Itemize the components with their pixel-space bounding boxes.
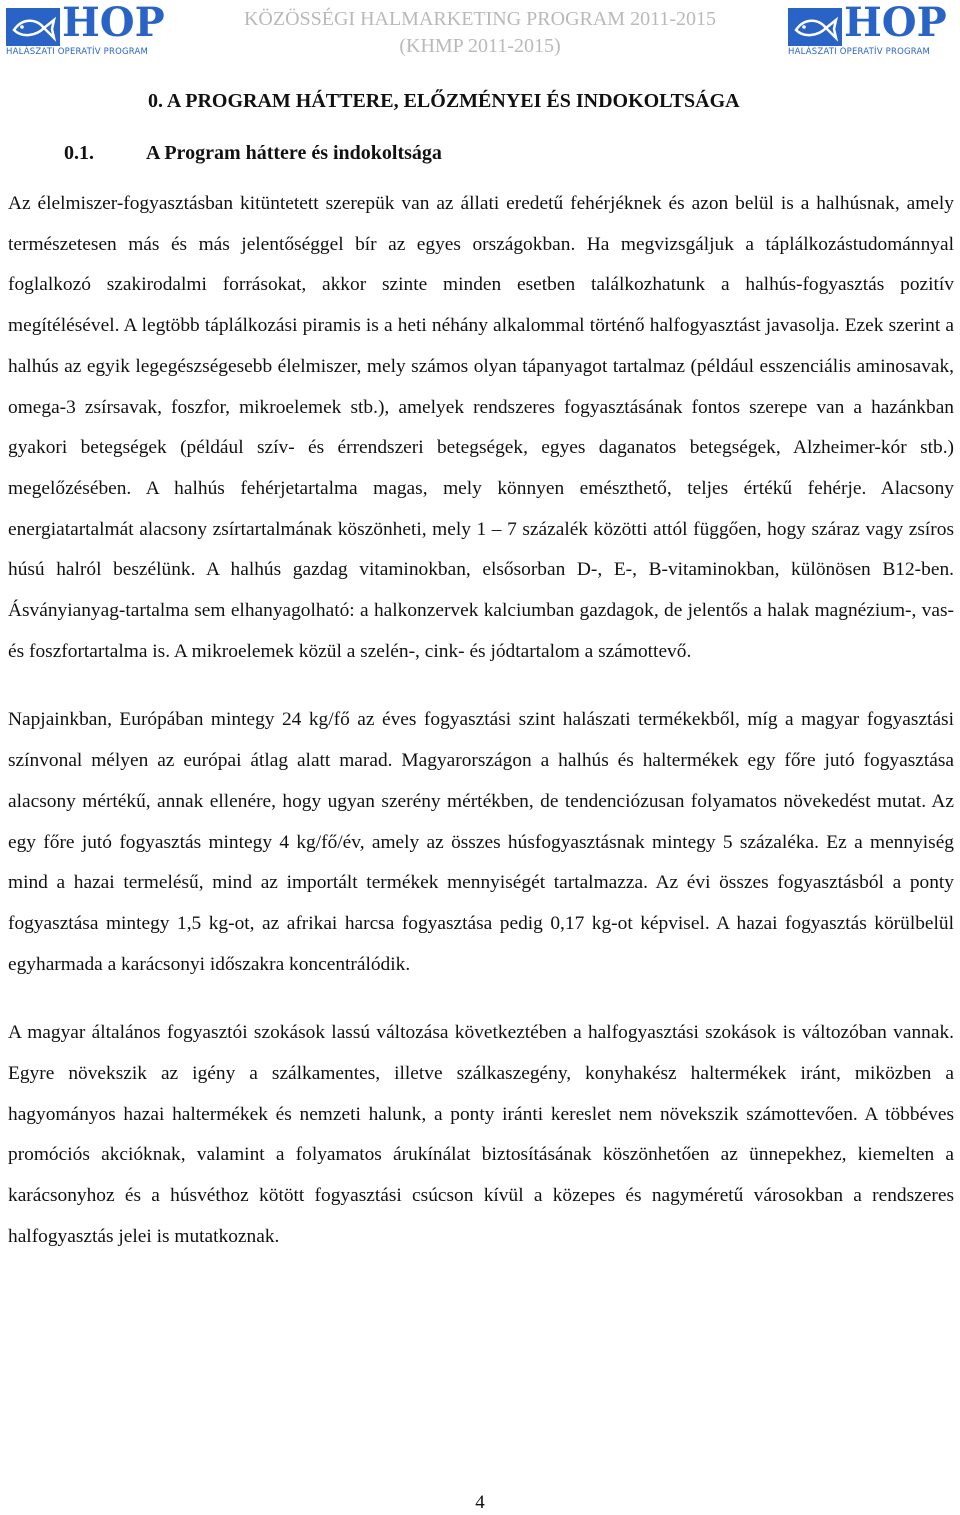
logo-subtitle: HALÁSZATI OPERATÍV PROGRAM — [788, 47, 931, 57]
paragraph: A magyar általános fogyasztói szokások lassú változása következtében a halfogyasztási szokások is változóban vannak. Egyre növekszik az igény a szálkamentes, illetve szálkaszegény, konyhakész haltermékek iránt, miközben a hagyományos hazai haltermékek és nemzeti halunk, a ponty iránti kereslet nem növekszik számottevően. A többéves promóciós akcióknak, valamint a folyamatos árukínálat biztosításának köszönhetően az ünnepekhez, kiemelten a karácsonyhoz és a húsvéthoz kötött fogyasztási csúcson kívül a közepes és nagyméretű városokban a rendszeres halfogyasztás jelei is mutatkoznak. — [8, 1022, 954, 1247]
body-text — [8, 184, 954, 1286]
subsection-number: 0.1. — [64, 142, 94, 164]
header-title-line-1: KÖZÖSSÉGI HALMARKETING PROGRAM 2011-2015 — [243, 8, 717, 30]
section-heading: 0. A PROGRAM HÁTTERE, ELŐZMÉNYEI ÉS INDOKOLTSÁGA — [148, 90, 740, 112]
paragraph: Az élelmiszer-fogyasztásban kitüntetett szerepük van az állati eredetű fehérjéknek és azon belül is a halhúsnak, amely természetesen más és más jelentőséggel bír az egyes országokban. Ha megvizsgáljuk a táplálkozástudománnyal foglalkozó szakirodalmi forrásokat, akkor szinte minden esetben találkozhatunk a halhús-fogyasztás pozitív megítélésével. A legtöbb táplálkozási piramis is a heti néhány alkalommal történő halfogyasztást javasolja. Ezek szerint a halhús az egyik legegészségesebb élelmiszer, mely számos olyan tápanyagot tartalmaz (például esszenciális aminosavak, omega-3 zsírsavak, foszfor, mikroelemek stb.), amelyek rendszeres fogyasztásának fontos szerepe van a hazánkban gyakori betegségek (például szív- és érrendszeri betegségek, egyes daganatos betegségek, Alzheimer-kór stb.) megelőzésében. A halhús fehérjetartalma magas, mely könnyen emészthető, teljes értékű fehérje. Alacsony energiatartalmát alacsony zsírtartalmának köszönheti, mely 1 – 7 százalék közötti attól függően, hogy száraz vagy zsíros húsú halról beszélünk. A halhús gazdag vitaminokban, elsősorban D-, E-, B-vitaminokban, különösen B12-ben. Ásványianyag-tartalma sem elhanyagolható: a halkonzervek kalciumban gazdagok, de jelentős a halak magnézium-, vas- és foszfortartalma is. A mikroelemek közül a szelén-, cink- és jódtartalom a számottevő. — [8, 193, 954, 662]
page-number: 4 — [475, 1492, 485, 1513]
fish-logo-icon — [6, 8, 60, 46]
logo-text: HOP — [844, 0, 947, 46]
logo-text: HOP — [62, 0, 165, 46]
subsection-title: A Program háttere és indokoltsága — [146, 142, 442, 164]
logo-subtitle: HALÁSZATI OPERATÍV PROGRAM — [6, 47, 149, 57]
paragraph: Napjainkban, Európában mintegy 24 kg/fő az éves fogyasztási szint halászati termékekből, míg a magyar fogyasztási színvonal mélyen az európai átlag alatt marad. Magyarországon a halhús és haltermékek egy főre jutó fogyasztása alacsony mértékű, annak ellenére, hogy ugyan szerény mértékben, de tendenciózusan folyamatos növekedést mutat. Az egy főre jutó fogyasztás mintegy 4 kg/fő/év, amely az összes húsfogyasztásnak mintegy 5 százaléka. Ez a mennyiség mind a hazai termelésű, mind az importált termékek mennyiségét tartalmazza. Az évi összes fogyasztásból a ponty fogyasztása mintegy 1,5 kg-ot, az afrikai harcsa fogyasztása pedig 0,17 kg-ot képvisel. A hazai fogyasztás körülbelül egyharmada a karácsonyi időszakra koncentrálódik. — [8, 709, 954, 975]
header-title-line-2: (KHMP 2011-2015) — [399, 35, 561, 57]
hop-logo-right — [788, 0, 956, 58]
hop-logo-left — [6, 0, 174, 58]
page-header — [0, 0, 960, 62]
subsection-heading — [64, 140, 442, 166]
header-title — [180, 6, 780, 60]
fish-logo-icon — [788, 8, 842, 46]
